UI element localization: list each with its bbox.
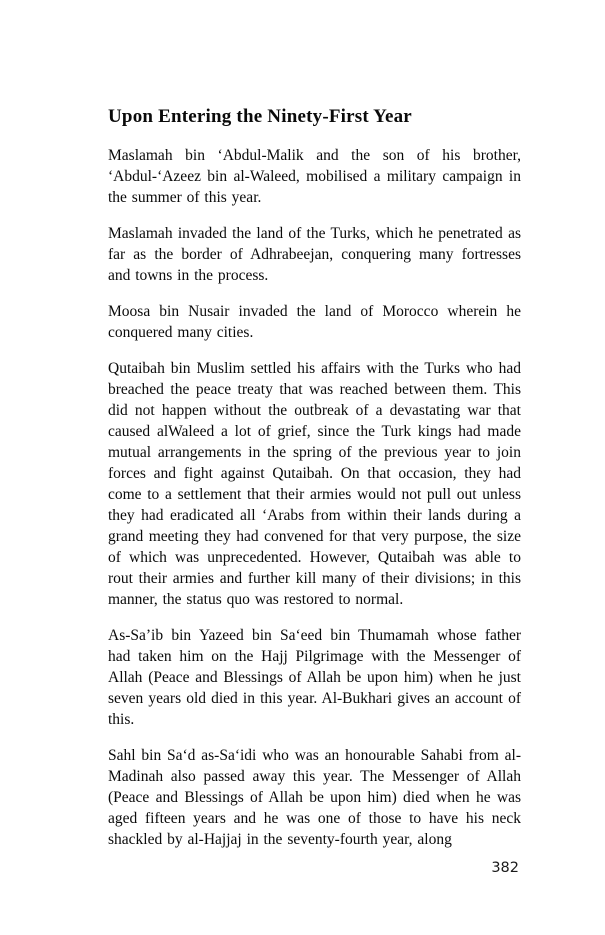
page-number: 382 xyxy=(491,860,519,876)
paragraph-6: Sahl bin Sa‘d as-Sa‘idi who was an honourable Sahabi from al-Madinah also passed away this year. The Messenger of Allah (Peace and Blessings of Allah be upon him) died when he was aged fifteen years and he was one of those to have his neck shackled by al-Hajjaj in the seventy-fourth year, along xyxy=(108,747,521,848)
chapter-title: Upon Entering the Ninety-First Year xyxy=(108,106,412,127)
paragraph-4: Qutaibah bin Muslim settled his affairs with the Turks who had breached the peace treaty that was reached between them. This did not happen without the outbreak of a devastating war that caused alWaleed a lot of grief, since the Turk kings had made mutual arrangements in the spring of the previous year to join forces and fight against Qutaibah. On that occasion, they had come to a settlement that their armies would not pull out unless they had eradicated all ‘Arabs from within their lands during a grand meeting they had convened for that very purpose, the size of which was unprecedented. However, Qutaibah was able to rout their armies and further kill many of their divisions; in this manner, the status quo was restored to normal. xyxy=(108,360,521,608)
paragraph-1: Maslamah bin ‘Abdul-Malik and the son of his brother, ‘Abdul-‘Azeez bin al-Waleed, mobilised a military campaign in the summer of this year. xyxy=(108,147,521,206)
paragraph-3: Moosa bin Nusair invaded the land of Morocco wherein he conquered many cities. xyxy=(108,303,521,341)
paragraph-2: Maslamah invaded the land of the Turks, which he penetrated as far as the border of Adhrabeejan, conquering many fortresses and towns in the process. xyxy=(108,225,521,284)
paragraph-5: As-Sa’ib bin Yazeed bin Sa‘eed bin Thumamah whose father had taken him on the Hajj Pilgrimage with the Messenger of Allah (Peace and Blessings of Allah be upon him) when he just seven years old died in this year. Al-Bukhari gives an account of this. xyxy=(108,627,521,728)
